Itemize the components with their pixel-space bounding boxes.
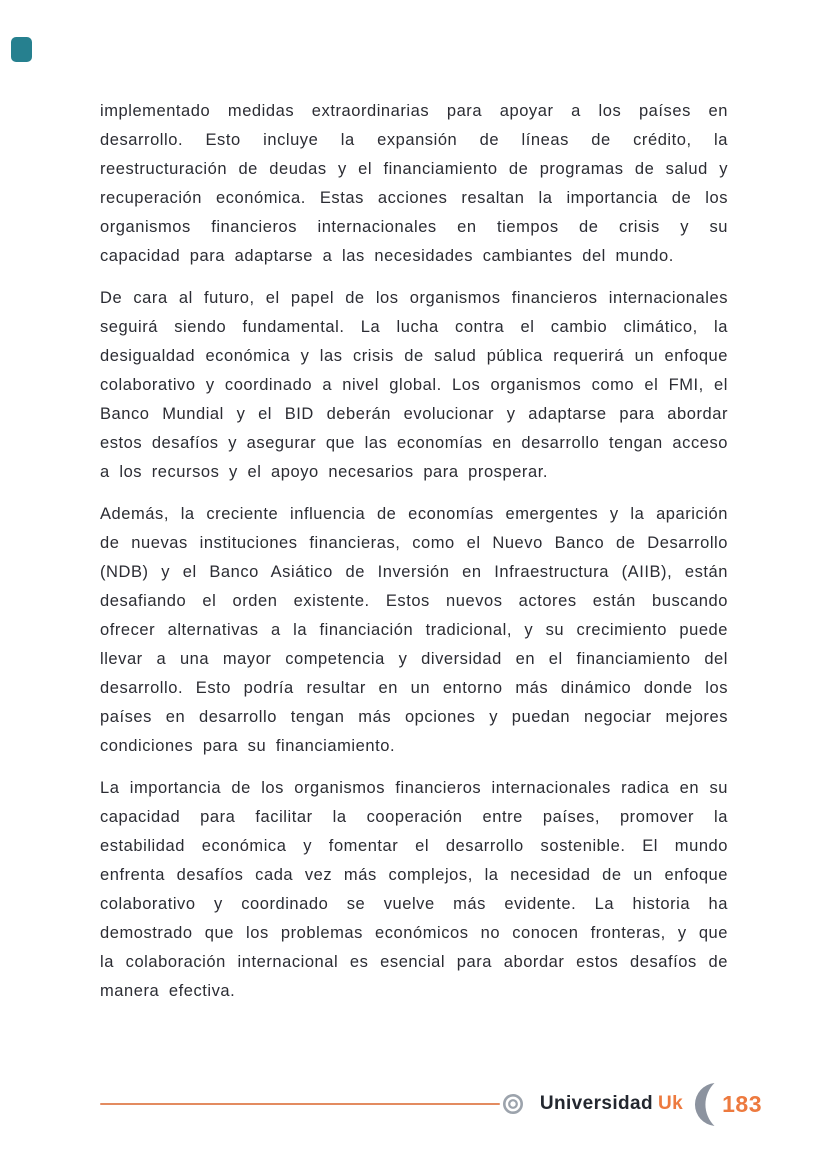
crescent-icon xyxy=(694,1082,716,1127)
page-footer xyxy=(100,1080,762,1128)
corner-accent-square xyxy=(11,37,32,62)
body-paragraph: De cara al futuro, el papel de los organismos financieros internacionales seguirá siendo fundamental. La lucha contra el cambio climático, la desigualdad económica y las crisis de salud pública requerirá un enfoque colaborativo y coordinado a nivel global. Los organismos como el FMI, el Banco Mundial y el BID deberán evolucionar y adaptarse para abordar estos desafíos y asegurar que las economías en desarrollo tengan acceso a los recursos y el apoyo necesarios para prosperar. xyxy=(100,289,728,481)
page-number: 183 xyxy=(722,1090,762,1117)
brand-suffix: Uk xyxy=(658,1093,684,1114)
brand-name: Universidad xyxy=(539,1093,654,1114)
body-paragraph: Además, la creciente influencia de economías emergentes y la aparición de nuevas instituciones financieras, como el Nuevo Banco de Desarrollo (NDB) y el Banco Asiático de Inversión en Infraestructura (AIIB), están desafiando el orden existente. Estos nuevos actores están buscando ofrecer alternativas a la financiación tradicional, y su crecimiento puede llevar a una mayor competencia y diversidad en el financiamiento del desarrollo. Esto podría resultar en un entorno más dinámico donde los países en desarrollo tengan más opciones y puedan negociar mejores condiciones para su financiamiento. xyxy=(100,505,728,755)
body-paragraph: implementado medidas extraordinarias para apoyar a los países en desarrollo. Esto incluye la expansión de líneas de crédito, la reestructuración de deudas y el financiamiento de programas de salud y recuperación económica. Estas acciones resaltan la importancia de los organismos financieros internacionales en tiempos de crisis y su capacidad para adaptarse a las necesidades cambiantes del mundo. xyxy=(100,102,728,265)
footer-divider-line xyxy=(100,1103,500,1106)
target-circle-icon xyxy=(502,1093,524,1115)
page-content xyxy=(100,97,728,1019)
body-paragraph: La importancia de los organismos financieros internacionales radica en su capacidad para facilitar la cooperación entre países, promover la estabilidad económica y fomentar el desarrollo sostenible. El mundo enfrenta desafíos cada vez más complejos, la necesidad de un enfoque colaborativo y coordinado se vuelve más evidente. La historia ha demostrado que los problemas económicos no conocen fronteras, y que la colaboración internacional es esencial para abordar estos desafíos de manera efectiva. xyxy=(100,779,728,1000)
